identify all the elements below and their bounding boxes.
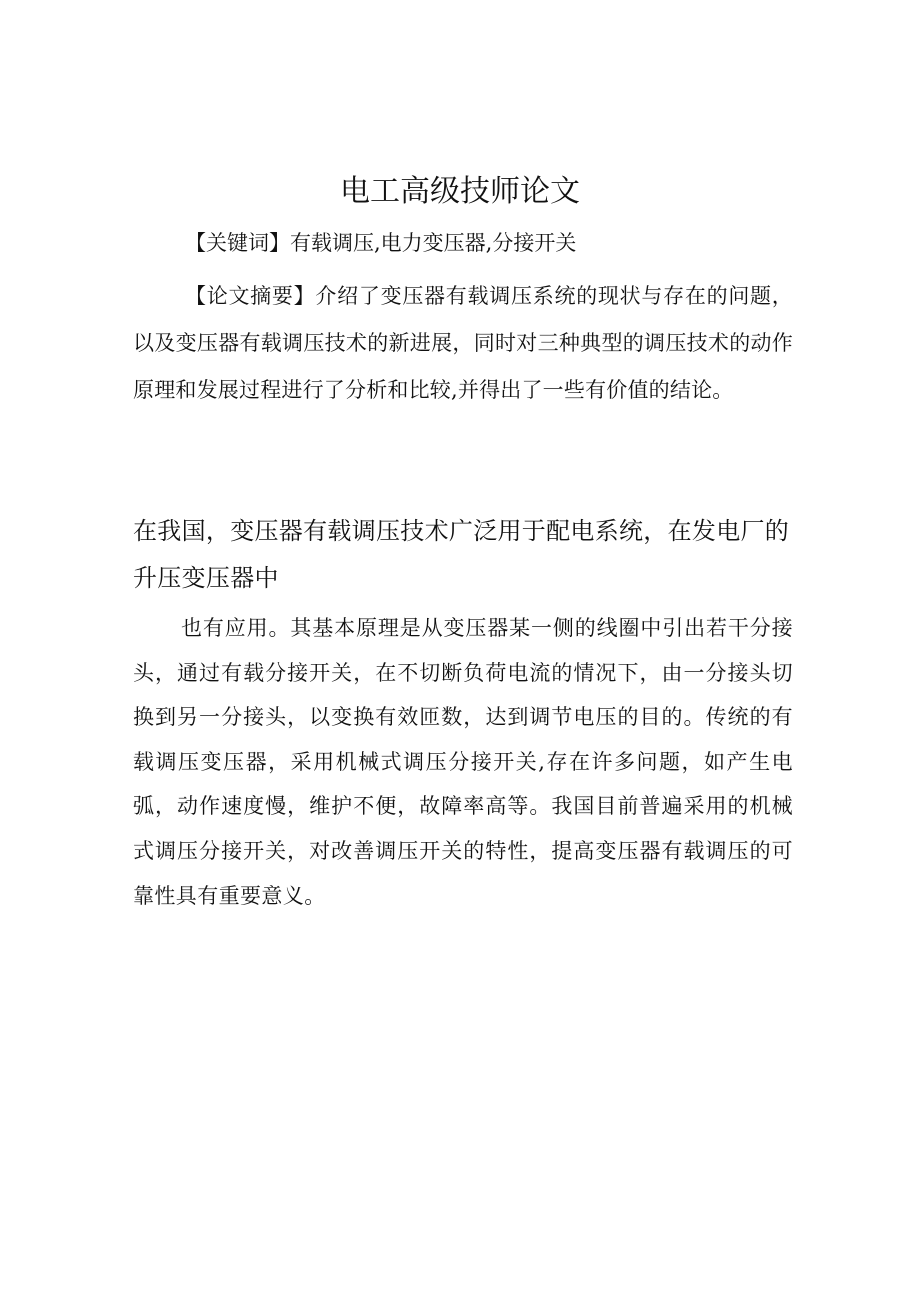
abstract-paragraph: 【论文摘要】介绍了变压器有载调压系统的现状与存在的问题，以及变压器有载调压技术的新进展，同时对三种典型的调压技术的动作原理和发展过程进行了分析和比较,并得出了一些有价值的结论。 [133, 284, 793, 402]
document-title: 电工高级技师论文 [340, 174, 580, 209]
keywords-line: 【关键词】有载调压,电力变压器,分接开关 [185, 231, 577, 255]
body-paragraph: 也有应用。其基本原理是从变压器某一侧的线圈中引出若干分接头，通过有载分接开关，在不切断负荷电流的情况下，由一分接头切换到另一分接头，以变换有效匝数，达到调节电压的目的。传统的有载调压变压器，采用机械式调压分接开关,存在许多问题，如产生电弧，动作速度慢，维护不便，故障率高等。我国目前普遍采用的机械式调压分接开关，对改善调压开关的特性，提高变压器有载调压的可靠性具有重要意义。 [133, 616, 793, 908]
section-heading: 在我国，变压器有载调压技术广泛用于配电系统，在发电厂的升压变压器中 [133, 517, 790, 592]
